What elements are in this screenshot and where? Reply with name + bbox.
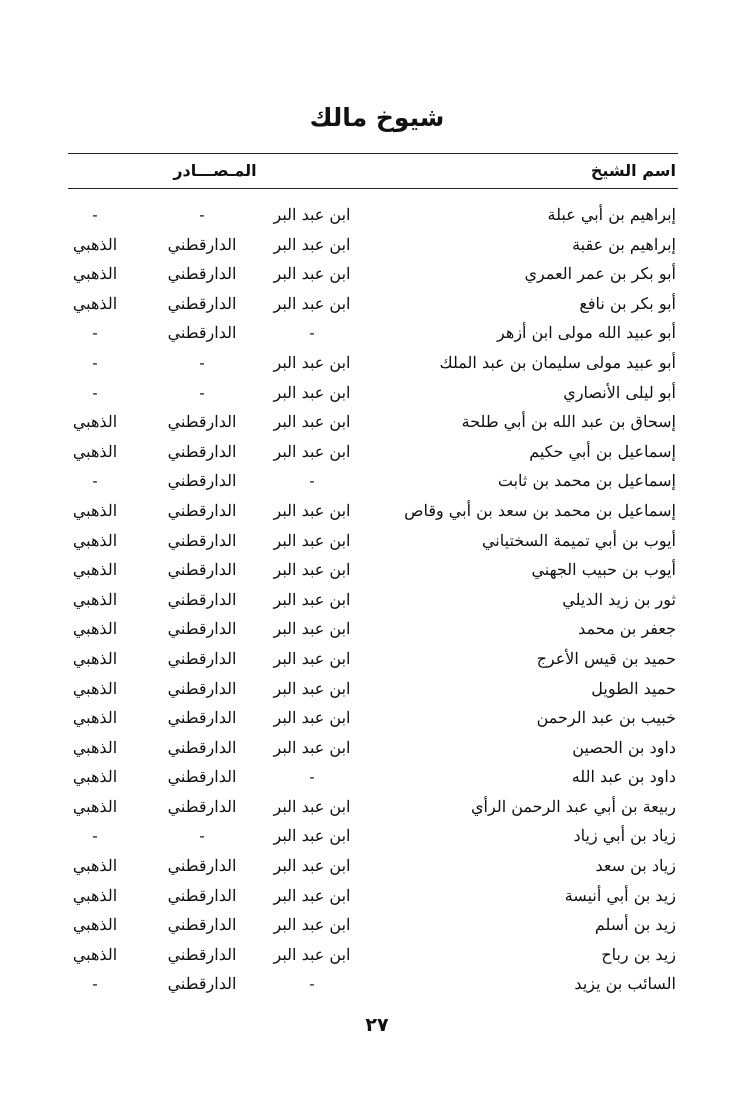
source-dhahabi: الذهبي — [72, 234, 118, 254]
source-ibn-abd-al-barr: ابن عبد البر — [273, 234, 351, 254]
source-daraqutni: الدارقطني — [167, 264, 237, 284]
sheikh-name: إبراهيم بن عقبة — [572, 234, 676, 254]
source-ibn-abd-al-barr: ابن عبد البر — [273, 796, 351, 816]
source-daraqutni: الدارقطني — [167, 737, 237, 757]
table-header-rule — [68, 188, 678, 189]
source-ibn-abd-al-barr: ابن عبد البر — [273, 589, 351, 609]
source-dhahabi: - — [92, 205, 98, 224]
source-ibn-abd-al-barr: ابن عبد البر — [273, 944, 351, 964]
sheikh-name: زيد بن أبي أنيسة — [564, 885, 676, 905]
source-dhahabi: - — [92, 826, 98, 846]
column-header-name: اسم الشيخ — [590, 161, 676, 180]
sheikh-name: إسحاق بن عبد الله بن أبي طلحة — [461, 412, 676, 432]
sheikh-name: أبو بكر بن عمر العمري — [524, 264, 676, 284]
source-dhahabi: الذهبي — [72, 412, 118, 432]
source-ibn-abd-al-barr: ابن عبد البر — [273, 708, 351, 728]
source-daraqutni: الدارقطني — [167, 471, 237, 491]
sheikh-name: أيوب بن أبي تميمة السختياني — [481, 530, 676, 550]
source-ibn-abd-al-barr: ابن عبد البر — [273, 885, 351, 905]
sheikh-name: أبو بكر بن نافع — [579, 293, 676, 313]
source-daraqutni: الدارقطني — [167, 915, 237, 935]
source-daraqutni: الدارقطني — [167, 323, 237, 343]
table-row — [0, 496, 754, 526]
source-dhahabi: الذهبي — [72, 560, 118, 580]
table-row — [0, 526, 754, 556]
table-row — [0, 851, 754, 881]
source-dhahabi: الذهبي — [72, 589, 118, 609]
sheikh-name: داود بن الحصين — [572, 737, 676, 757]
table-row — [0, 466, 754, 496]
source-daraqutni: الدارقطني — [167, 619, 237, 639]
source-daraqutni: الدارقطني — [167, 885, 237, 905]
source-dhahabi: الذهبي — [72, 500, 118, 520]
table-row — [0, 230, 754, 260]
source-daraqutni: الدارقطني — [167, 678, 237, 698]
sheikh-name: ثور بن زيد الديلي — [562, 589, 676, 609]
source-daraqutni: الدارقطني — [167, 767, 237, 787]
sheikh-name: إبراهيم بن أبي عبلة — [547, 205, 676, 224]
sheikh-name: أبو عبيد الله مولى ابن أزهر — [497, 323, 676, 343]
source-dhahabi: - — [92, 974, 98, 994]
table-row — [0, 733, 754, 763]
source-dhahabi: الذهبي — [72, 737, 118, 757]
table-row — [0, 348, 754, 378]
source-daraqutni: الدارقطني — [167, 500, 237, 520]
table-row — [0, 674, 754, 704]
table-row — [0, 585, 754, 615]
source-daraqutni: الدارقطني — [167, 589, 237, 609]
sheikh-name: حميد الطويل — [591, 678, 676, 698]
sheikh-name: إسماعيل بن محمد بن ثابت — [497, 471, 676, 491]
source-ibn-abd-al-barr: ابن عبد البر — [273, 678, 351, 698]
source-ibn-abd-al-barr: ابن عبد البر — [273, 619, 351, 639]
source-daraqutni: - — [199, 382, 205, 402]
source-ibn-abd-al-barr: ابن عبد البر — [273, 412, 351, 432]
source-dhahabi: الذهبي — [72, 264, 118, 284]
table-row — [0, 259, 754, 289]
source-ibn-abd-al-barr: - — [309, 767, 315, 787]
source-dhahabi: الذهبي — [72, 885, 118, 905]
page-number: ٢٧ — [365, 1014, 389, 1036]
table-row — [0, 940, 754, 970]
source-daraqutni: - — [199, 826, 205, 846]
source-ibn-abd-al-barr: ابن عبد البر — [273, 826, 351, 846]
table-row — [0, 969, 754, 999]
source-ibn-abd-al-barr: ابن عبد البر — [273, 293, 351, 313]
source-daraqutni: الدارقطني — [167, 441, 237, 461]
sheikh-name: حميد بن قيس الأعرج — [536, 648, 676, 668]
sheikh-name: أبو ليلى الأنصاري — [563, 382, 676, 402]
source-dhahabi: الذهبي — [72, 441, 118, 461]
table-row — [0, 407, 754, 437]
source-dhahabi: الذهبي — [72, 708, 118, 728]
source-dhahabi: الذهبي — [72, 678, 118, 698]
table-row — [0, 910, 754, 940]
source-ibn-abd-al-barr: - — [309, 323, 315, 343]
source-ibn-abd-al-barr: ابن عبد البر — [273, 560, 351, 580]
table-row — [0, 378, 754, 408]
sheikh-name: إسماعيل بن محمد بن سعد بن أبي وقاص — [404, 500, 676, 520]
source-daraqutni: الدارقطني — [167, 560, 237, 580]
column-header-sources: المـصـــادر — [173, 161, 257, 180]
source-ibn-abd-al-barr: ابن عبد البر — [273, 500, 351, 520]
source-daraqutni: الدارقطني — [167, 412, 237, 432]
source-dhahabi: الذهبي — [72, 796, 118, 816]
sheikh-name: أبو عبيد مولى سليمان بن عبد الملك — [439, 352, 676, 372]
table-row — [0, 200, 754, 230]
sheikh-name: خبيب بن عبد الرحمن — [536, 708, 676, 728]
source-dhahabi: الذهبي — [72, 293, 118, 313]
source-dhahabi: الذهبي — [72, 648, 118, 668]
source-ibn-abd-al-barr: ابن عبد البر — [273, 352, 351, 372]
source-ibn-abd-al-barr: ابن عبد البر — [273, 856, 351, 876]
sheikh-name: زياد بن سعد — [595, 856, 676, 876]
source-daraqutni: الدارقطني — [167, 293, 237, 313]
page-title: شيوخ مالك — [309, 103, 445, 132]
sheikh-name: زيد بن أسلم — [594, 915, 676, 935]
source-daraqutni: الدارقطني — [167, 530, 237, 550]
sheikh-name: إسماعيل بن أبي حكيم — [529, 441, 676, 461]
sheikh-name: السائب بن يزيد — [574, 974, 676, 994]
source-ibn-abd-al-barr: ابن عبد البر — [273, 441, 351, 461]
source-dhahabi: - — [92, 471, 98, 491]
table-row — [0, 614, 754, 644]
table-row — [0, 644, 754, 674]
source-dhahabi: الذهبي — [72, 944, 118, 964]
source-ibn-abd-al-barr: ابن عبد البر — [273, 915, 351, 935]
table-row — [0, 318, 754, 348]
source-ibn-abd-al-barr: ابن عبد البر — [273, 205, 351, 224]
source-daraqutni: - — [199, 352, 205, 372]
table-row — [0, 792, 754, 822]
source-daraqutni: الدارقطني — [167, 974, 237, 994]
sheikh-table-body — [0, 200, 754, 999]
sheikh-name: داود بن عبد الله — [571, 767, 676, 787]
source-ibn-abd-al-barr: - — [309, 974, 315, 994]
table-row — [0, 555, 754, 585]
source-dhahabi: الذهبي — [72, 619, 118, 639]
sheikh-name: أيوب بن حبيب الجهني — [531, 560, 676, 580]
source-ibn-abd-al-barr: ابن عبد البر — [273, 530, 351, 550]
sheikh-name: ربيعة بن أبي عبد الرحمن الرأي — [471, 796, 676, 816]
source-daraqutni: - — [199, 205, 205, 224]
source-ibn-abd-al-barr: ابن عبد البر — [273, 264, 351, 284]
source-dhahabi: الذهبي — [72, 856, 118, 876]
table-row — [0, 762, 754, 792]
sheikh-name: زيد بن رباح — [601, 944, 676, 964]
table-row — [0, 881, 754, 911]
table-top-rule — [68, 153, 678, 154]
table-row — [0, 289, 754, 319]
table-row — [0, 703, 754, 733]
source-daraqutni: الدارقطني — [167, 648, 237, 668]
table-row — [0, 437, 754, 467]
table-row — [0, 821, 754, 851]
source-ibn-abd-al-barr: ابن عبد البر — [273, 737, 351, 757]
source-daraqutni: الدارقطني — [167, 708, 237, 728]
source-daraqutni: الدارقطني — [167, 944, 237, 964]
source-daraqutni: الدارقطني — [167, 856, 237, 876]
source-ibn-abd-al-barr: ابن عبد البر — [273, 648, 351, 668]
sheikh-name: جعفر بن محمد — [578, 619, 676, 639]
source-daraqutni: الدارقطني — [167, 234, 237, 254]
source-ibn-abd-al-barr: - — [309, 471, 315, 491]
source-dhahabi: الذهبي — [72, 530, 118, 550]
source-dhahabi: - — [92, 382, 98, 402]
source-daraqutni: الدارقطني — [167, 796, 237, 816]
source-dhahabi: الذهبي — [72, 915, 118, 935]
sheikh-name: زياد بن أبي زياد — [573, 826, 676, 846]
source-ibn-abd-al-barr: ابن عبد البر — [273, 382, 351, 402]
source-dhahabi: - — [92, 352, 98, 372]
source-dhahabi: الذهبي — [72, 767, 118, 787]
source-dhahabi: - — [92, 323, 98, 343]
